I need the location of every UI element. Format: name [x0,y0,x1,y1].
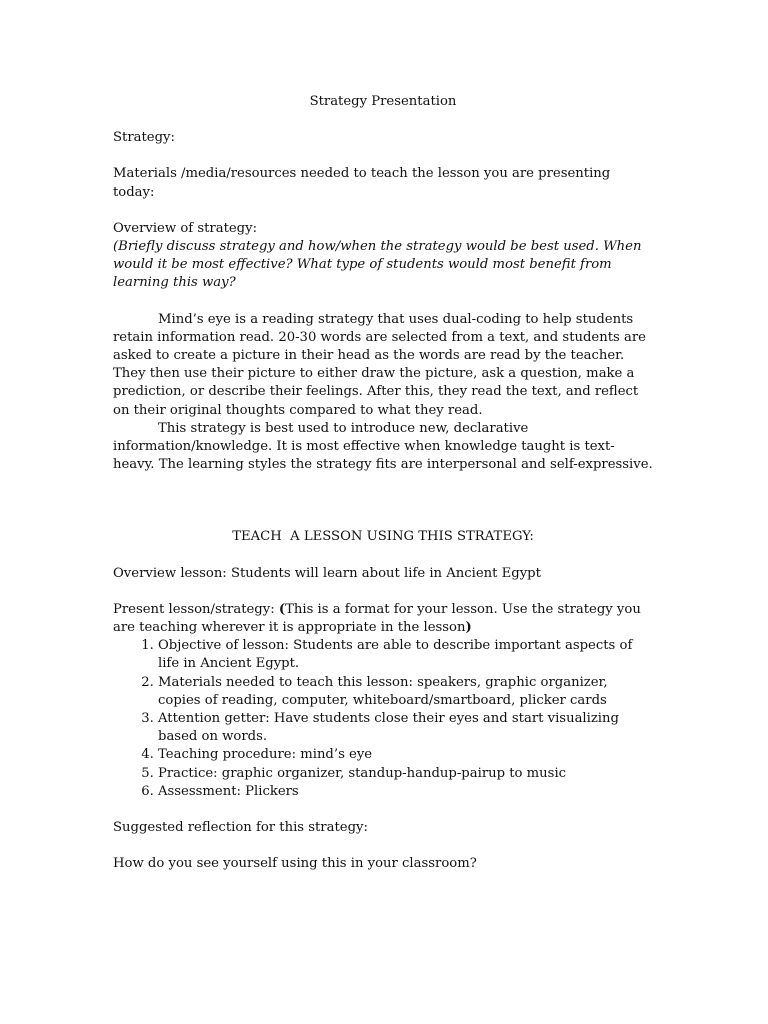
present-lesson-label: Present lesson/strategy: [113,601,279,617]
list-item: 6. Assessment: Plickers [158,783,653,801]
list-item: 3. Attention getter: Have students close their eyes and start visualizing based on words. [158,710,653,746]
list-item: 5. Practice: graphic organizer, standup-handup-pairup to music [158,765,653,783]
present-lesson-text: This is a format for your lesson. Use the strategy you are teaching wherever it is appropriate in the lesson [113,601,641,636]
present-lesson-paragraph [113,601,653,637]
strategy-label: Strategy: [113,130,175,146]
list-item: 1. Objective of lesson: Students are able to describe important aspects of life in Ancient Egypt. [158,637,653,673]
strategy-usage-paragraph: This strategy is best used to introduce new, declarative information/knowledge. It is most effective when knowledge taught is text-heavy. The learning styles the strategy fits are interpersonal and self-expressive. [113,420,653,473]
overview-label: Overview of strategy: [113,220,258,236]
lesson-steps-list [113,637,653,801]
present-open-paren: ( [278,601,286,617]
list-item: 4. Teaching procedure: mind’s eye [158,746,653,764]
document-title: Strategy Presentation [309,94,457,109]
overview-instructions: (Briefly discuss strategy and how/when the strategy would be best used. When would it be most effective? What type of students would most benefit from learning this way? [113,239,642,291]
reflection-label: Suggested reflection for this strategy: [113,820,368,836]
overview-lesson: Overview lesson: Students will learn about life in Ancient Egypt [113,565,541,581]
list-item: 2. Materials needed to teach this lesson: speakers, graphic organizer, copies of reading, computer, whiteboard/smartboard, plicker cards [158,674,653,710]
present-close-paren: ) [465,620,472,636]
reflection-question: How do you see yourself using this in your classroom? [113,856,477,872]
materials-label: Materials /media/resources needed to teach the lesson you are presenting today: [113,166,611,200]
strategy-description-paragraph: Mind’s eye is a reading strategy that uses dual-coding to help students retain information read. 20-30 words are selected from a text, and students are asked to create a picture in their head as the words are read by the teacher. They then use their picture to either draw the picture, ask a question, make a prediction, or describe their feelings. After this, they read the text, and reflect on their original thoughts compared to what they read. [113,311,646,418]
document-page [113,93,653,874]
teach-lesson-heading: TEACH A LESSON USING THIS STRATEGY: [232,529,534,545]
